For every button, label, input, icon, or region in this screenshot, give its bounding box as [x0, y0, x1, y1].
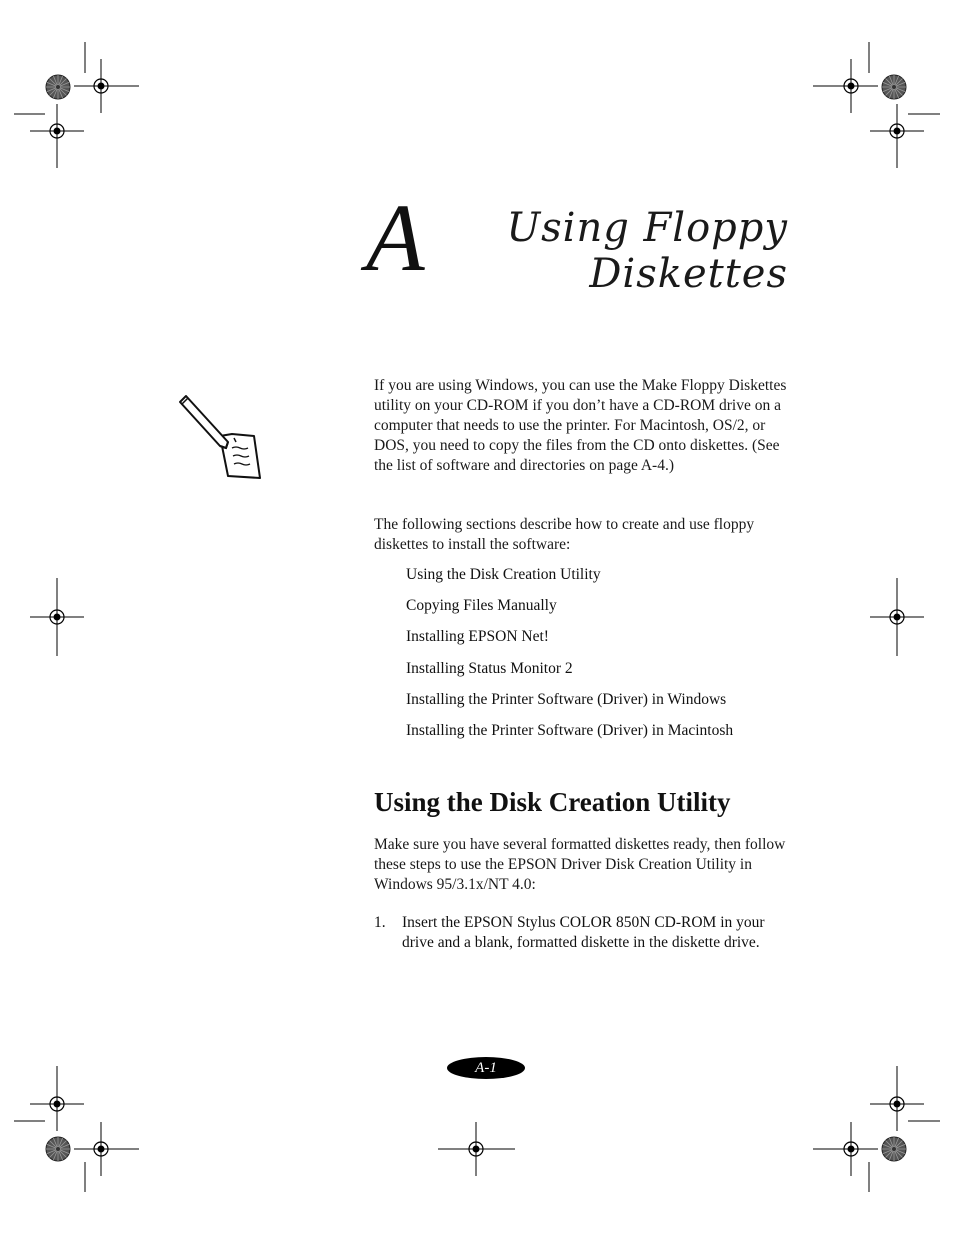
chapter-title: [470, 205, 788, 297]
chapter-letter: A: [366, 184, 425, 291]
intro-paragraph: If you are using Windows, you can use the Make Floppy Diskettes utility on your CD-ROM if you don’t have a CD-ROM drive on a computer that needs to use the printer. For Macintosh, OS/2, or DOS, you need to copy the files from the CD onto diskettes. (See the list of software and directories on page A-4.): [374, 377, 787, 474]
registration-mark-icon: [30, 1077, 84, 1131]
list-item: Installing Status Monitor 2: [406, 659, 573, 677]
list-item: Installing EPSON Net!: [406, 628, 549, 646]
step-text: Insert the EPSON Stylus COLOR 850N CD-ROM in your drive and a blank, formatted diskette in the diskette drive.: [402, 914, 765, 951]
list-item: Using the Disk Creation Utility: [406, 566, 601, 583]
page-number: A-1: [447, 1057, 525, 1079]
registration-mark-icon: [870, 590, 924, 644]
registration-mark-icon: [449, 1122, 503, 1176]
chapter-title-line-1: Using Floppy: [506, 205, 788, 251]
list-item: Installing the Printer Software (Driver) in Macintosh: [406, 721, 734, 739]
registration-mark-icon: [46, 75, 70, 99]
registration-mark-icon: [870, 1077, 924, 1131]
section-heading: Using the Disk Creation Utility: [374, 787, 731, 817]
registration-mark-icon: [30, 590, 84, 644]
step-number: 1.: [374, 914, 386, 931]
intro-sections-paragraph: The following sections describe how to create and use floppy diskettes to install the software:: [374, 516, 755, 553]
chapter-title-line-2: Diskettes: [589, 251, 788, 297]
note-pencil-icon: [172, 390, 268, 486]
list-item: Installing the Printer Software (Driver) in Windows: [406, 690, 727, 708]
section-list: [406, 565, 733, 752]
list-item: Copying Files Manually: [406, 597, 557, 615]
registration-mark-icon: [882, 75, 906, 99]
registration-mark-icon: [882, 1137, 906, 1161]
section-paragraph: Make sure you have several formatted diskettes ready, then follow these steps to use the EPSON Driver Disk Creation Utility in Windows 95/3.1x/NT 4.0:: [374, 836, 786, 893]
registration-mark-icon: [46, 1137, 70, 1161]
